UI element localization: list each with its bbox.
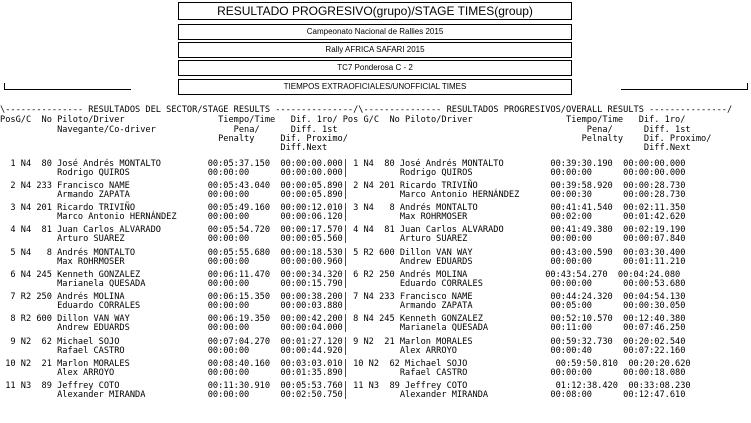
table-row-driver: 1 N4 80 José Andrés MONTALTO 00:05:37.150 00:00:00.000| 1 N4 80 José Andrés MONTALTO 00:39:30.190 00:00:00.000 xyxy=(0,159,686,169)
table-row-codriver: Rodrigo QUIROS 00:00:00 00:00:00.000| Rodrigo QUIROS 00:00:00 00:00:00.000 xyxy=(0,168,686,178)
table-row-driver: 6 N4 245 Kenneth GONZALEZ 00:06:11.470 00:00:34.320| 6 R2 250 Andrés MOLINA 00:43:54.270 00:04:24.080 xyxy=(0,270,681,280)
table-row-codriver: Marianela QUESADA 00:00:00 00:00:15.790| Eduardo CORRALES 00:00:00 00:00:53.680 xyxy=(0,279,686,289)
table-row-codriver: Alexander MIRANDA 00:00:00 00:02:50.750| Alexander MIRANDA 00:08:00 00:12:47.610 xyxy=(0,390,686,400)
table-row-driver: 8 R2 600 Dillon VAN WAY 00:06:19.350 00:00:42.200| 8 N4 245 Kenneth GONZALEZ 00:52:10.570 00:12:40.380 xyxy=(0,314,686,324)
column-header-line-1: PosG/C No Piloto/Driver Tiempo/Time Dif. 1ro/ Pos G/C No Piloto/Driver Tiempo/Time Dif. 1ro/ xyxy=(0,115,686,125)
table-row-codriver: Arturo SUAREZ 00:00:00 00:00:05.560| Arturo SUAREZ 00:00:00 00:00:07.840 xyxy=(0,234,686,244)
table-row-driver: 5 N4 8 Andrés MONTALTO 00:05:55.680 00:00:18.530| 5 R2 600 Dillon VAN WAY 00:43:00.590 00:03:30.400 xyxy=(0,248,686,258)
table-row-driver: 9 N2 62 Michael SOJO 00:07:04.270 00:01:27.120| 9 N2 21 Marlon MORALES 00:59:32.730 00:20:02.540 xyxy=(0,337,686,347)
table-row-codriver: Max ROHRMOSER 00:00:00 00:00:00.960| Andrew EDUARDS 00:00:00 00:01:11.210 xyxy=(0,257,686,267)
table-row-driver: 4 N4 81 Juan Carlos ALVARADO 00:05:54.720 00:00:17.570| 4 N4 81 Juan Carlos ALVARADO 00:41:49.380 00:02:19.190 xyxy=(0,225,686,235)
stage-label: TC7 Ponderosa C - 2 xyxy=(178,60,572,76)
table-row-codriver: Eduardo CORRALES 00:00:00 00:00:03.880| Armando ZAPATA 00:05:00 00:00:30.050 xyxy=(0,301,686,311)
championship-label: Campeonato Nacional de Rallies 2015 xyxy=(178,24,572,40)
unofficial-times-label: TIEMPOS EXTRAOFICIALES/UNOFFICIAL TIMES xyxy=(178,79,572,95)
table-row-codriver: Alex ARROYO 00:00:00 00:01:35.890| Rafael CASTRO 00:00:00 00:00:18.080 xyxy=(0,368,686,378)
table-row-codriver: Rafael CASTRO 00:00:00 00:00:44.920| Alex ARROYO 00:00:40 00:07:22.160 xyxy=(0,346,686,356)
table-row-codriver: Armando ZAPATA 00:00:00 00:00:05.890| Marco Antonio HERNÁNDEZ 00:00:30 00:00:28.730 xyxy=(0,190,686,200)
column-header-line-2: Navegante/Co-driver Pena/ Diff. 1st Pena/ Diff. 1st xyxy=(0,125,691,135)
table-row-driver: 11 N3 89 Jeffrey COTO 00:11:30.910 00:05:53.760| 11 N3 89 Jeffrey COTO 01:12:38.420 00:33:08.230 xyxy=(0,381,691,391)
column-header-line-3: Penalty Dif. Proximo/ Pelnalty Dif. Proximo/ xyxy=(0,134,712,144)
table-row-driver: 10 N2 21 Marlon MORALES 00:08:40.160 00:03:03.010| 10 N2 62 Michael SOJO 00:59:50.810 00:20:20.620 xyxy=(0,359,691,369)
table-row-driver: 2 N4 233 Francisco NAME 00:05:43.040 00:00:05.890| 2 N4 201 Ricardo TRIVIÑO 00:39:58.920 00:00:28.730 xyxy=(0,181,686,191)
table-row-codriver: Andrew EDUARDS 00:00:00 00:00:04.000| Marianela QUESADA 00:11:00 00:07:46.250 xyxy=(0,323,686,333)
page-title: RESULTADO PROGRESIVO(grupo)/STAGE TIMES(group) xyxy=(178,2,572,20)
section-rule-line: \--------------- RESULTADOS DEL SECTOR/STAGE RESULTS ---------------/\--------------- RESULTADOS PROGRESIVOS/OVERALL RESULTS ---------------/ xyxy=(0,105,733,115)
right-bracket-divider xyxy=(621,83,748,90)
table-row-driver: 3 N4 201 Ricardo TRIVIÑO 00:05:49.160 00:00:12.010| 3 N4 8 Andrés MONTALTO 00:41:41.540 00:02:11.350 xyxy=(0,203,686,213)
table-row-driver: 7 R2 250 Andrés MOLINA 00:06:15.350 00:00:38.200| 7 N4 233 Francisco NAME 00:44:24.320 00:04:54.130 xyxy=(0,292,686,302)
column-header-line-4: Diff.Next Diff.Next xyxy=(0,143,691,153)
left-bracket-divider xyxy=(4,83,131,90)
table-row-codriver: Marco Antonio HERNÁNDEZ 00:00:00 00:00:06.120| Max ROHRMOSER 00:02:00 00:01:42.620 xyxy=(0,212,686,222)
rally-label: Rally AFRICA SAFARI 2015 xyxy=(178,42,572,58)
